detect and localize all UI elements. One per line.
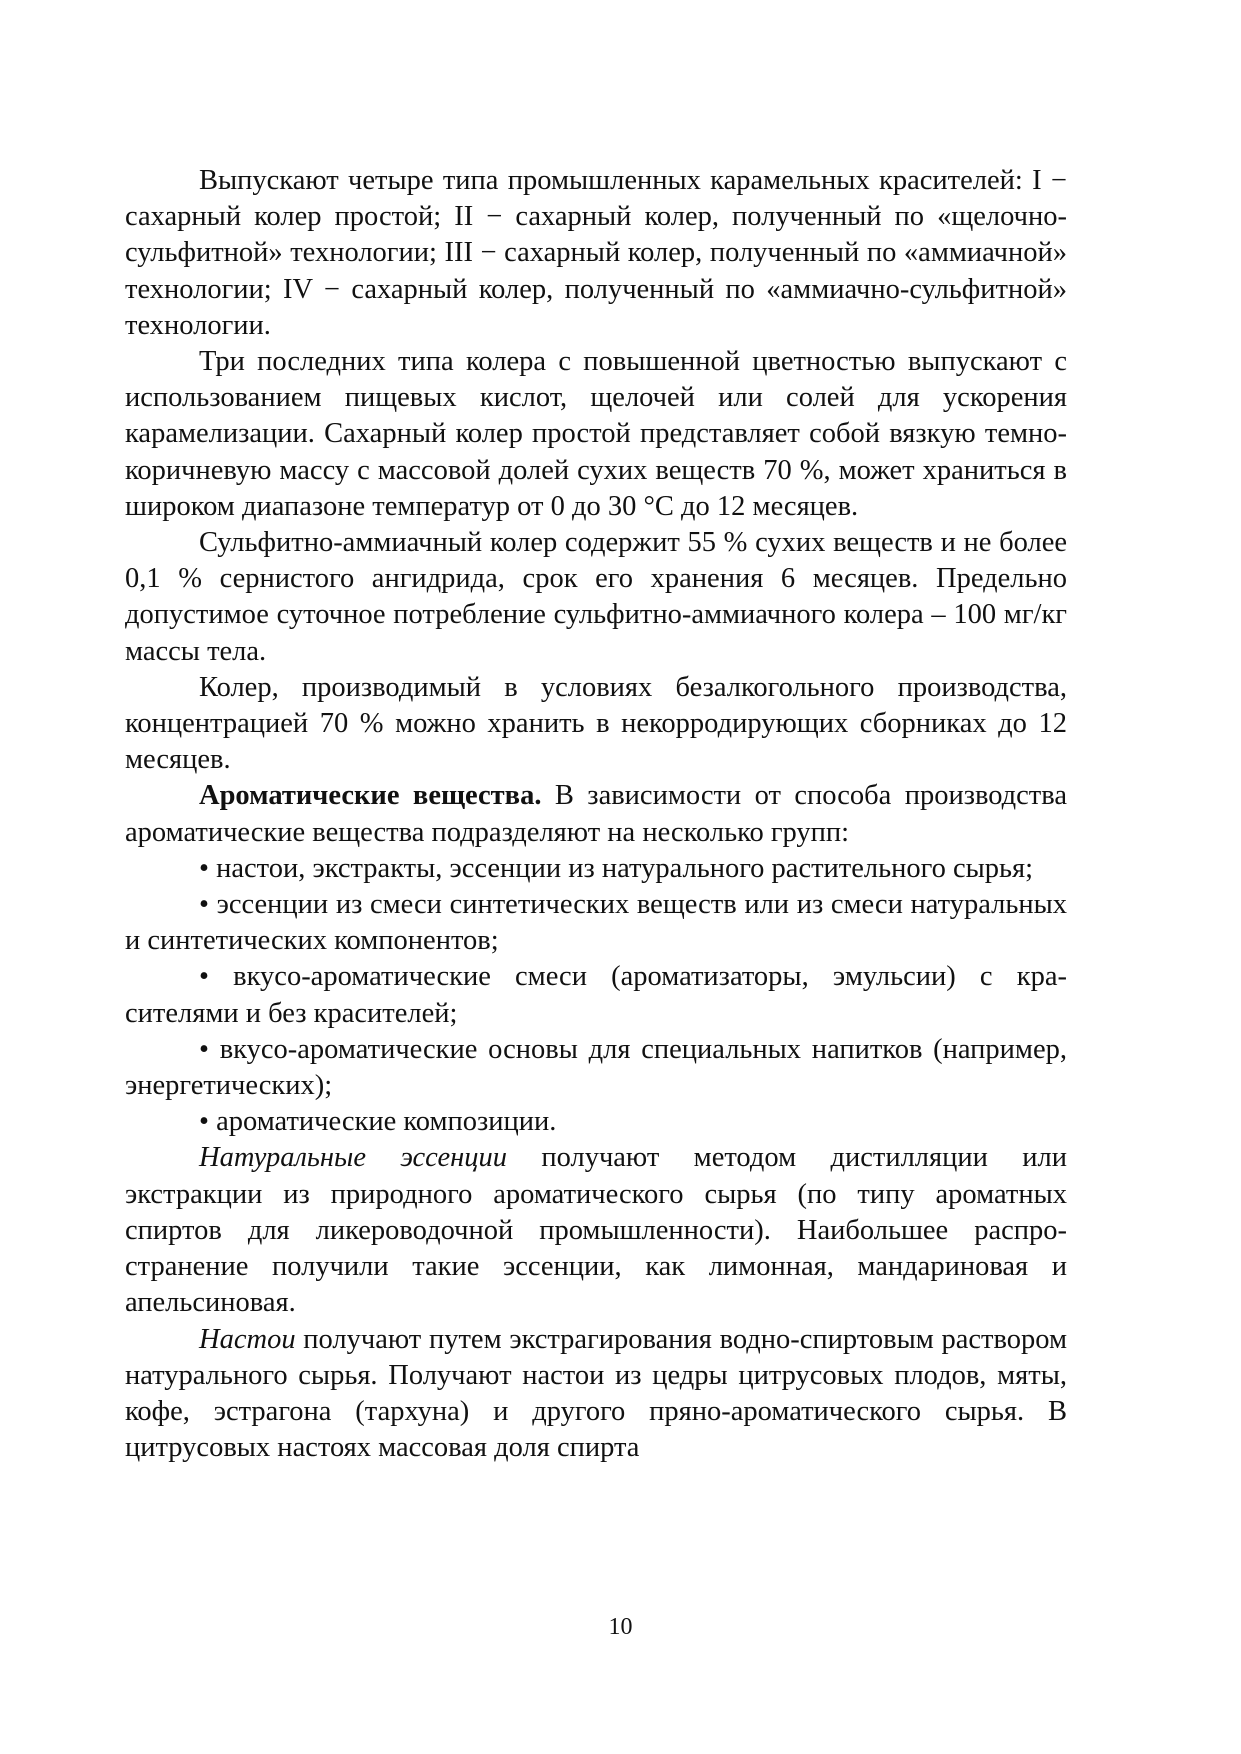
paragraph-natural-essences-text: получают методом дистилляции или экстракции из природного ароматического сырья (по типу ароматных спиртов для ликероводочной промышленности). Наибольшее распространение получили такие эссенции, как лимонная, мандариновая и апельсиновая. [125, 1142, 1067, 1319]
paragraph-sulfite-ammonia: Сульфитно-аммиачный колер содержит 55 % сухих веществ и не более 0,1 % сернистого ангидрида, срок его хранения 6 месяцев. Предельно допустимое суточное потребление сульфитно-аммиачного колера – 100 мг/кг массы тела. [125, 527, 1067, 667]
list-item: • вкусо-ароматические смеси (ароматизаторы, эмульсии) с красителями и без красителей; [125, 961, 1067, 1029]
paragraph-infusions-text: получают путем экстрагирования водно-спиртовым раствором натурального сырья. Получают настои из цедры цитрусовых плодов, мяты, кофе, эстрагона (тархуна) и другого пряно-ароматического сырья. В цитрусовых настоях массовая доля спирта [125, 1323, 1067, 1464]
list-item: • настои, экстракты, эссенции из натурального растительного сырья; [199, 852, 1034, 884]
list-item: • вкусо-ароматические основы для специальных напитков (например, энергетических); [125, 1033, 1067, 1102]
list-item: • эссенции из смеси синтетических веществ или из смеси натуральных и синтетических компонентов; [125, 889, 1067, 957]
paragraph-natural-essences [125, 1140, 1067, 1321]
page-body [125, 163, 1067, 1466]
paragraph-high-color-types: Три последних типа колера с повышенной цветностью выпускают с использованием пищевых кислот, щелочей или солей для ускорения карамелизации. Сахарный колер простой представляет собой вязкую темно-коричневую массу с массовой долей сухих веществ 70 %, может храниться в широком диапазоне температур от 0 до 30 °С до 12 месяцев. [125, 346, 1067, 522]
term-infusions: Настои [199, 1323, 296, 1355]
paragraph-storage: Колер, производимый в условиях безалкогольного производства, концентрацией 70 % можно хранить в некорродирующих сборниках до 12 месяцев. [125, 671, 1067, 776]
term-natural-essences: Натуральные эссенции [199, 1142, 507, 1174]
paragraph-aromatic-text: В зависимости от способа производства ароматические вещества подразделяют на несколько групп: [125, 780, 1067, 848]
section-heading-aromatic: Ароматические вещества. [199, 780, 542, 812]
paragraph-infusions [125, 1322, 1067, 1467]
list-item: • ароматические композиции. [199, 1106, 557, 1138]
paragraph-caramel-types: Выпускают четыре типа промышленных карамельных красителей: I − сахарный колер простой; II − сахарный колер, полученный по «щелочно-сульфитной» технологии; III − сахарный колер, полученный по «аммиачной» технологии; IV − сахарный колер, полученный по «аммиачно-сульфитной» технологии. [125, 165, 1067, 341]
page-number: 10 [608, 1614, 633, 1640]
paragraph-aromatic-substances [125, 778, 1067, 850]
